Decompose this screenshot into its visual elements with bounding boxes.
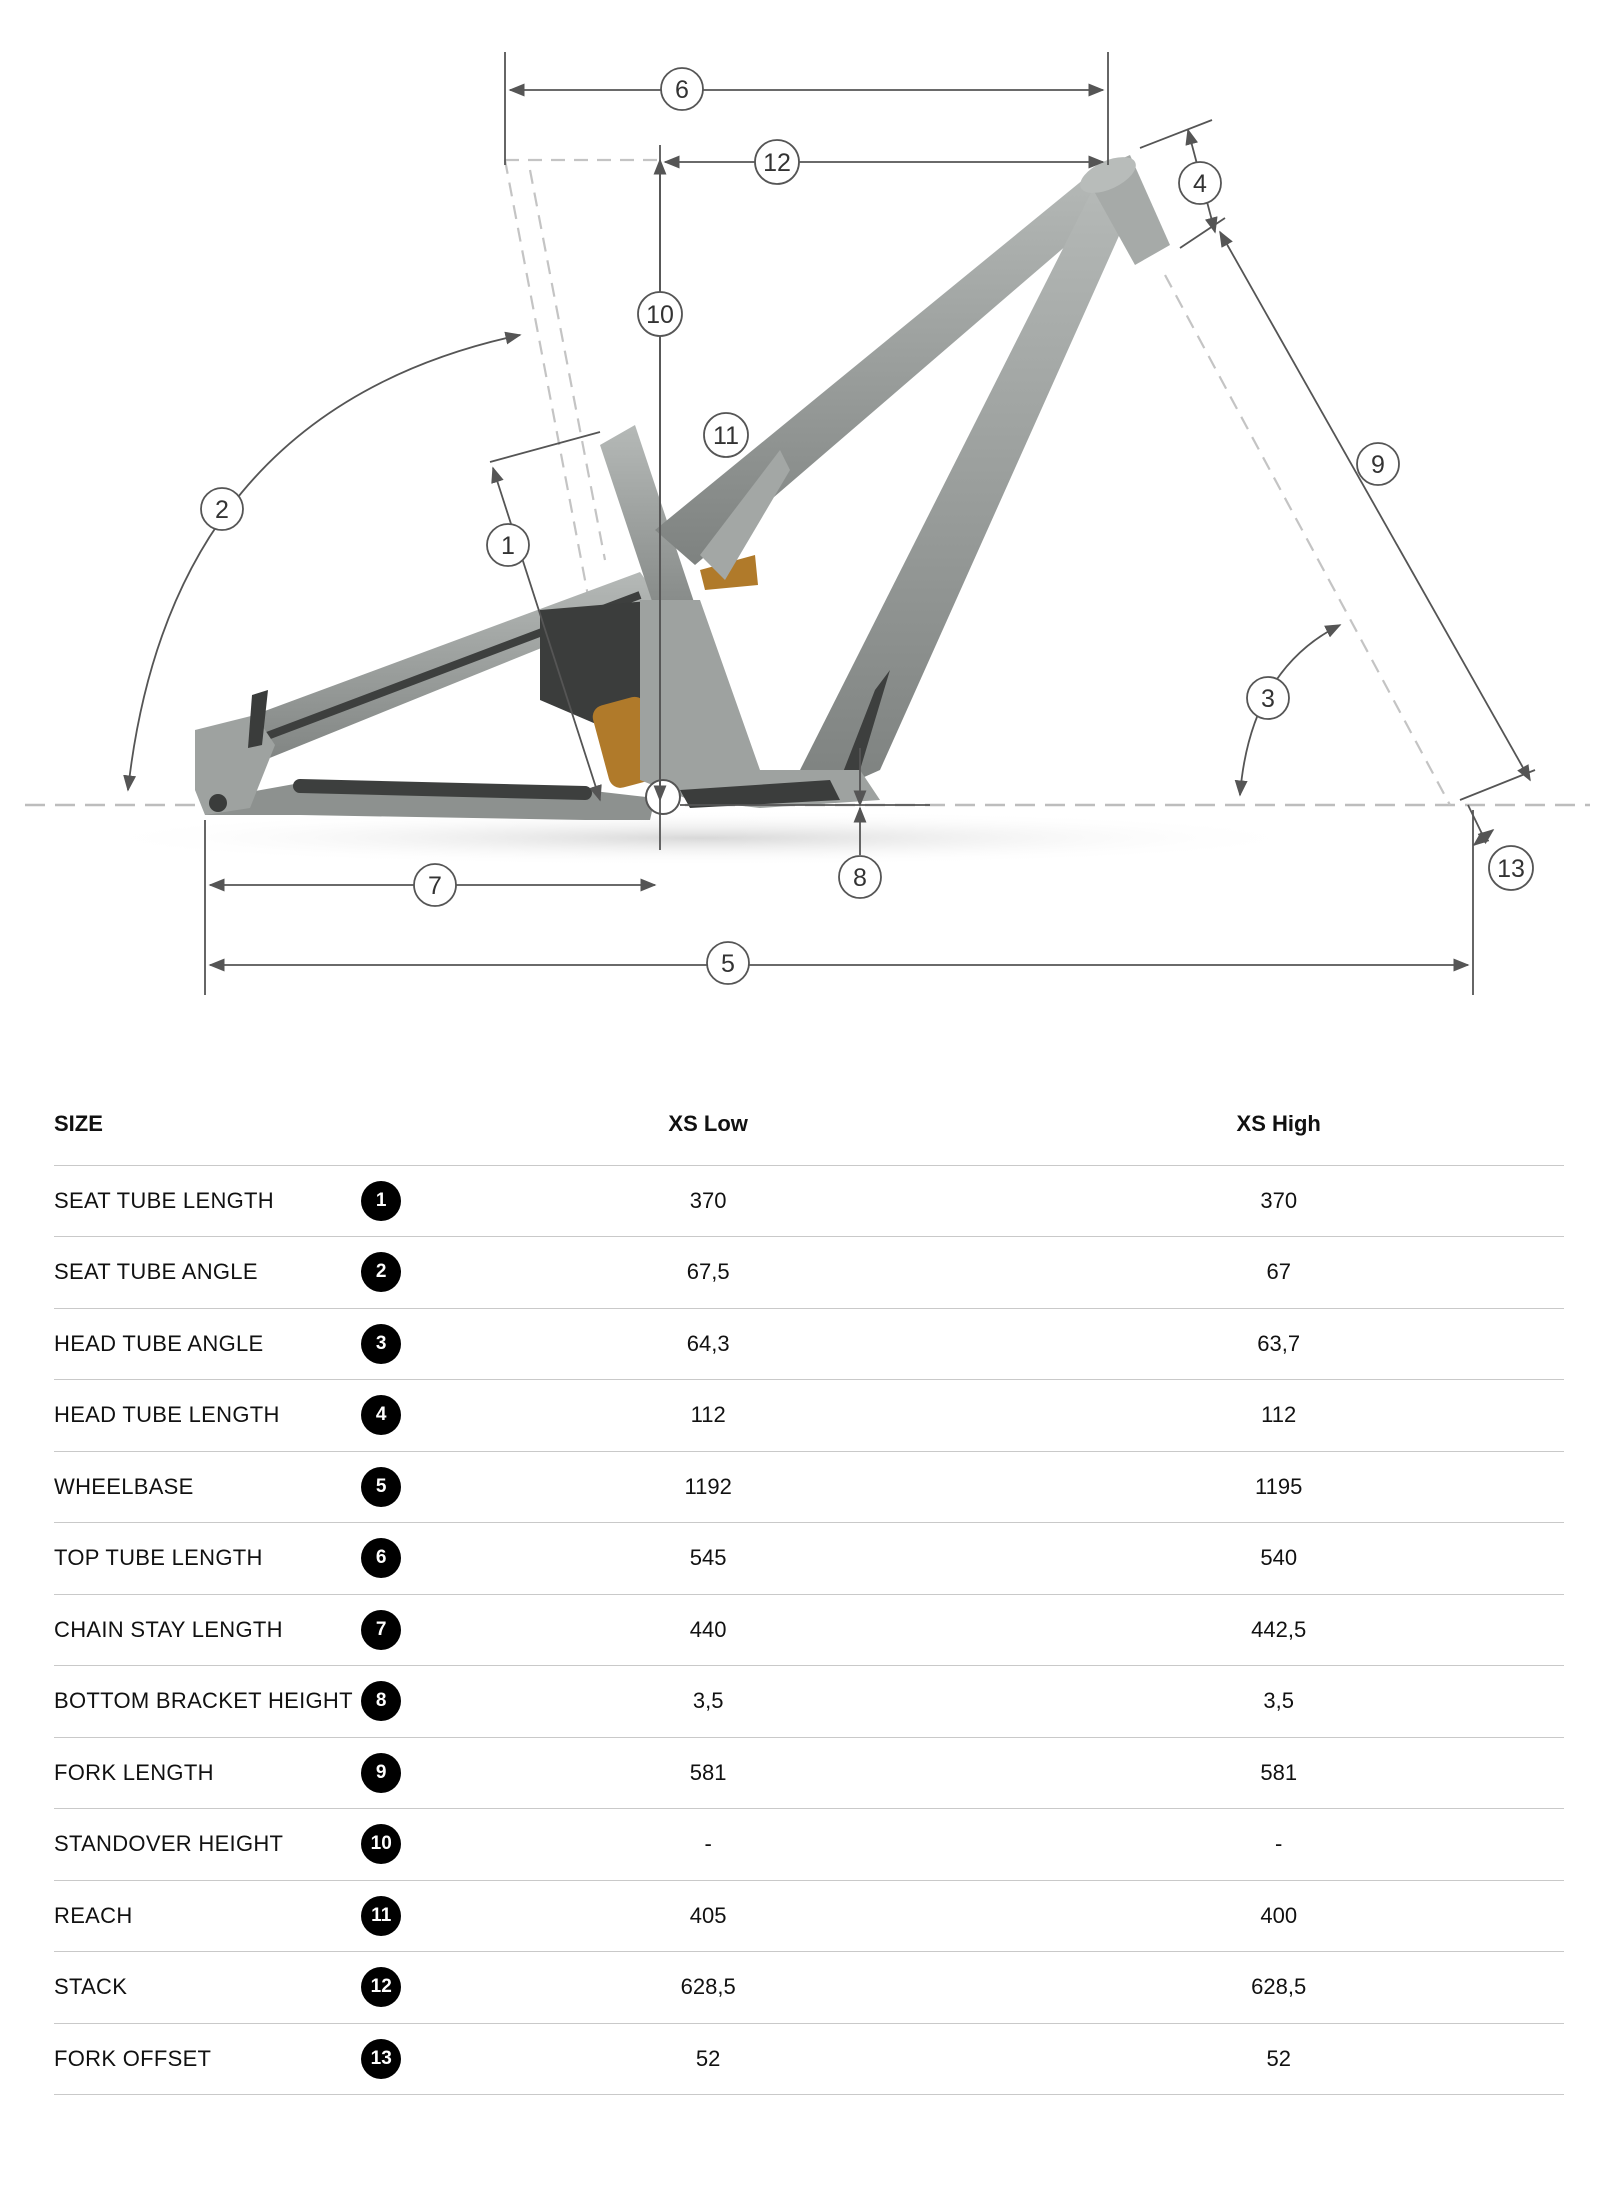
value-xs-high: 628,5	[1251, 1974, 1307, 2000]
marker-1	[487, 524, 529, 566]
table-row	[54, 1880, 1564, 1952]
value-xs-high: 67	[1266, 1259, 1291, 1285]
row-label: SEAT TUBE ANGLE	[54, 1259, 258, 1285]
geometry-diagram	[0, 0, 1610, 1010]
header-size: SIZE	[54, 1110, 103, 1136]
row-number-badge: 13	[361, 2039, 401, 2079]
table-row	[54, 1952, 1564, 2024]
row-number-badge: 2	[361, 1252, 401, 1292]
row-number-badge: 1	[361, 1181, 401, 1221]
marker-11	[704, 413, 748, 457]
svg-text:2: 2	[215, 496, 229, 524]
value-xs-high: 3,5	[1263, 1688, 1294, 1714]
svg-text:1: 1	[501, 532, 515, 560]
value-xs-low: 64,3	[686, 1330, 730, 1356]
table-row	[54, 1165, 1564, 1237]
marker-6	[661, 68, 703, 110]
value-xs-low: 581	[689, 1759, 727, 1785]
value-xs-high: 52	[1266, 2045, 1291, 2071]
marker-10	[638, 292, 682, 336]
svg-text:10: 10	[646, 301, 674, 329]
row-number-badge: 12	[361, 1967, 401, 2007]
value-xs-high: 63,7	[1257, 1330, 1301, 1356]
value-xs-low: 3,5	[692, 1688, 724, 1714]
marker-5	[707, 942, 749, 984]
row-label: SEAT TUBE LENGTH	[54, 1187, 274, 1213]
value-xs-low: 52	[695, 2045, 721, 2071]
value-xs-high: 400	[1260, 1902, 1298, 1928]
row-number-badge: 3	[361, 1324, 401, 1364]
marker-8	[839, 856, 881, 898]
value-xs-low: 67,5	[686, 1259, 730, 1285]
marker-7	[414, 864, 456, 906]
row-number-badge: 7	[361, 1610, 401, 1650]
row-label: HEAD TUBE LENGTH	[54, 1402, 280, 1428]
geometry-table	[54, 1083, 1564, 2095]
marker-4	[1179, 162, 1221, 204]
row-number-badge: 6	[361, 1538, 401, 1578]
svg-text:5: 5	[721, 950, 735, 978]
value-xs-high: 540	[1260, 1545, 1298, 1571]
value-xs-high: -	[1275, 1831, 1283, 1857]
value-xs-low: 405	[689, 1902, 727, 1928]
value-xs-high: 112	[1261, 1402, 1297, 1428]
row-number-badge: 5	[361, 1467, 401, 1507]
svg-text:3: 3	[1261, 685, 1275, 713]
svg-text:7: 7	[428, 872, 442, 900]
marker-9	[1357, 443, 1399, 485]
value-xs-high: 370	[1260, 1187, 1298, 1213]
row-number-badge: 8	[361, 1681, 401, 1721]
table-row	[54, 1594, 1564, 1666]
value-xs-high: 1195	[1255, 1473, 1303, 1499]
row-number-badge: 11	[361, 1896, 401, 1936]
svg-text:9: 9	[1371, 451, 1385, 479]
table-row	[54, 1380, 1564, 1452]
value-xs-low: 440	[689, 1616, 727, 1642]
table-header-row	[54, 1083, 1564, 1165]
table-row	[54, 1237, 1564, 1309]
svg-text:11: 11	[713, 422, 739, 450]
value-xs-low: 1192	[684, 1473, 732, 1499]
row-number-badge: 10	[361, 1824, 401, 1864]
value-xs-high: 581	[1260, 1759, 1298, 1785]
row-number-badge: 4	[361, 1395, 401, 1435]
svg-text:8: 8	[853, 864, 867, 892]
row-label: BOTTOM BRACKET HEIGHT	[54, 1688, 353, 1714]
svg-text:4: 4	[1193, 170, 1207, 198]
value-xs-low: 628,5	[680, 1974, 736, 2000]
value-xs-low: 112	[690, 1402, 726, 1428]
bike-frame	[195, 150, 1170, 820]
row-label: HEAD TUBE ANGLE	[54, 1330, 264, 1356]
header-xs-high: XS High	[1236, 1110, 1321, 1136]
marker-3	[1247, 677, 1289, 719]
row-label: FORK OFFSET	[54, 2045, 212, 2071]
value-xs-high: 442,5	[1251, 1616, 1307, 1642]
table-row	[54, 1523, 1564, 1595]
value-xs-low: 370	[689, 1187, 727, 1213]
value-xs-low: 545	[689, 1545, 727, 1571]
svg-text:12: 12	[763, 149, 791, 177]
value-xs-low: -	[704, 1831, 712, 1857]
table-row	[54, 1737, 1564, 1809]
row-label: STACK	[54, 1974, 128, 2000]
svg-text:13: 13	[1497, 855, 1525, 883]
row-label: CHAIN STAY LENGTH	[54, 1616, 283, 1642]
ground-shadow	[80, 810, 1320, 866]
table-row	[54, 1666, 1564, 1738]
marker-12	[755, 140, 799, 184]
header-xs-low: XS Low	[668, 1110, 748, 1136]
table-row	[54, 2023, 1564, 2095]
row-number-badge: 9	[361, 1753, 401, 1793]
table-row	[54, 1308, 1564, 1380]
table-row	[54, 1809, 1564, 1881]
table-row	[54, 1451, 1564, 1523]
marker-2	[201, 488, 243, 530]
row-label: WHEELBASE	[54, 1473, 194, 1499]
row-label: TOP TUBE LENGTH	[54, 1545, 263, 1571]
row-label: STANDOVER HEIGHT	[54, 1831, 284, 1857]
marker-13	[1489, 846, 1533, 890]
svg-text:6: 6	[675, 76, 689, 104]
row-label: FORK LENGTH	[54, 1759, 214, 1785]
row-label: REACH	[54, 1902, 133, 1928]
